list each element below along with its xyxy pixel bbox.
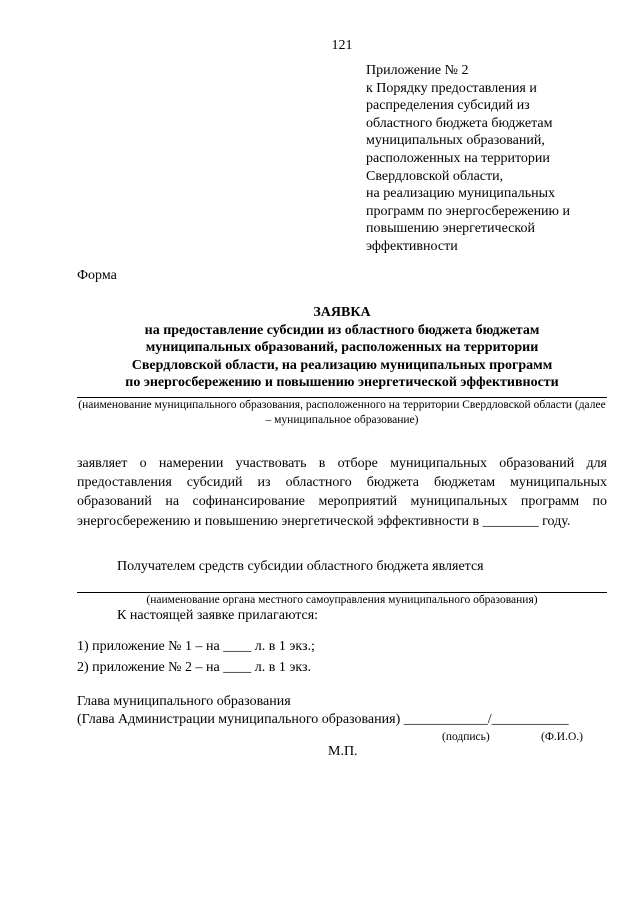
document-title bbox=[77, 304, 607, 392]
statement-text: заявляет о намерении участвовать в отборе муниципальных образований для предоставления субсидий из областного бюджета бюджетам муниципальных образований на софинансирование мероприятий муниципальных программ по энергосбережению и повышению энергетической эффективности в ________ году. bbox=[77, 456, 607, 529]
appendix-line: распределения субсидий из bbox=[366, 98, 530, 114]
appendix-line: на реализацию муниципальных bbox=[366, 186, 556, 202]
appendix-line: Приложение № 2 bbox=[366, 63, 469, 78]
attachment-item: 1) приложение № 1 – на ____ л. в 1 экз.; bbox=[77, 639, 315, 654]
title-line: Свердловской области, на реализацию муниципальных программ bbox=[131, 357, 553, 373]
full-name-caption: (Ф.И.О.) bbox=[541, 731, 583, 743]
title-line: на предоставление субсидии из областного бюджета бюджетам bbox=[144, 322, 540, 338]
attached-text: К настоящей заявке прилагаются: bbox=[117, 608, 319, 623]
recipient-text: Получателем средств субсидии областного бюджета является bbox=[117, 559, 484, 574]
title-line: по энергосбережению и повышению энергетической эффективности bbox=[125, 375, 559, 390]
form-label: Форма bbox=[77, 268, 117, 283]
municipality-caption: (наименование муниципального образования, расположенного на территории Свердловской области (далее – муниципальное образование) bbox=[78, 399, 606, 426]
appendix-line: к Порядку предоставления и bbox=[366, 80, 537, 96]
signatory-title: Глава муниципального образования bbox=[77, 694, 291, 709]
attachment-item: 2) приложение № 2 – на ____ л. в 1 экз. bbox=[77, 660, 312, 675]
appendix-line: повышению энергетической bbox=[366, 221, 535, 237]
appendix-line: расположенных на территории bbox=[366, 150, 550, 166]
appendix-line: эффективности bbox=[366, 238, 458, 254]
title-line: муниципальных образований, расположенных на территории bbox=[145, 340, 539, 355]
stamp-placeholder: М.П. bbox=[328, 744, 358, 759]
appendix-line: муниципальных образований, bbox=[366, 133, 545, 149]
page-number: 121 bbox=[331, 38, 353, 53]
appendix-line: программ по энергосбережению и bbox=[366, 203, 571, 219]
signatory-subtitle-with-blanks: (Глава Администрации муниципального образования) ____________/___________ bbox=[77, 712, 569, 727]
appendix-line: областного бюджета бюджетам bbox=[366, 115, 553, 131]
appendix-line: Свердловской области, bbox=[366, 168, 504, 184]
title-heading: ЗАЯВКА bbox=[313, 305, 371, 320]
recipient-caption: (наименование органа местного самоуправления муниципального образования) bbox=[146, 594, 538, 606]
appendix-reference bbox=[366, 62, 611, 256]
signature-caption: (подпись) bbox=[442, 731, 490, 743]
